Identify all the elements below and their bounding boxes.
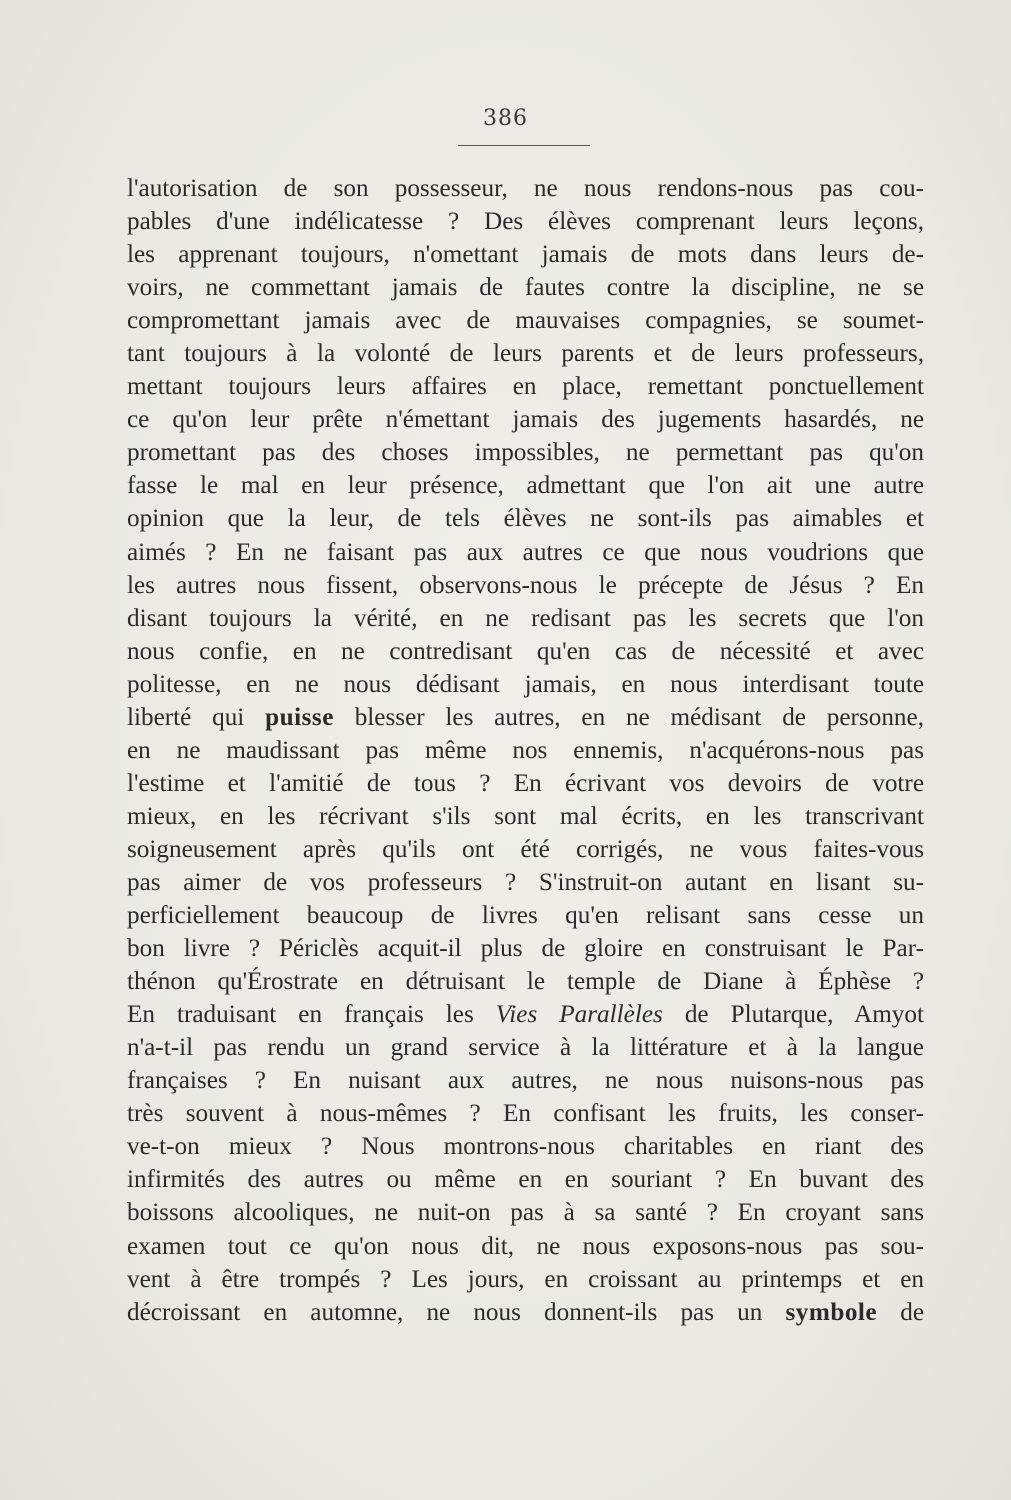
text-line: ve-t-on mieux ? Nous montrons-nous charitables en riant des bbox=[127, 1133, 924, 1161]
text-segment: de Plutarque, Amyot bbox=[662, 1001, 924, 1029]
text-line: mettant toujours leurs affaires en place, remettant ponctuellement bbox=[127, 373, 924, 401]
text-line: pables d'une indélicatesse ? Des élèves comprenant leurs leçons, bbox=[127, 208, 924, 236]
text-line bbox=[127, 998, 924, 1031]
text-line: vent à être trompés ? Les jours, en croissant au printemps et en bbox=[127, 1265, 924, 1293]
text-segment: décroissant en automne, ne nous donnent-ils pas un bbox=[127, 1298, 786, 1326]
text-line: infirmités des autres ou même en en souriant ? En buvant des bbox=[127, 1166, 924, 1194]
bold-word-puisse: puisse bbox=[265, 703, 334, 731]
text-line: boissons alcooliques, ne nuit-on pas à sa santé ? En croyant sans bbox=[127, 1199, 924, 1227]
text-line: compromettant jamais avec de mauvaises compagnies, se soumet- bbox=[127, 307, 924, 335]
text-line: mieux, en les récrivant s'ils sont mal écrits, en les transcrivant bbox=[127, 802, 924, 830]
text-segment: liberté qui bbox=[127, 703, 266, 731]
header-rule bbox=[458, 145, 590, 146]
text-line: n'a-t-il pas rendu un grand service à la littérature et à la langue bbox=[127, 1034, 924, 1062]
text-line: nous confie, en ne contredisant qu'en cas de nécessité et avec bbox=[127, 637, 924, 665]
text-line: ce qu'on leur prête n'émettant jamais des jugements hasardés, ne bbox=[127, 406, 924, 434]
text-line: aimés ? En ne faisant pas aux autres ce que nous voudrions que bbox=[127, 538, 924, 566]
text-line: l'autorisation de son possesseur, ne nous rendons-nous pas cou- bbox=[127, 175, 924, 202]
bold-word-symbole: symbole bbox=[785, 1298, 878, 1326]
text-line: tant toujours à la volonté de leurs parents et de leurs professeurs, bbox=[127, 340, 924, 368]
page-number: 386 bbox=[483, 106, 528, 131]
text-segment: blesser les autres, en ne médisant de personne, bbox=[333, 703, 924, 731]
text-line: disant toujours la vérité, en ne redisant pas les secrets que l'on bbox=[127, 604, 924, 632]
text-line: promettant pas des choses impossibles, ne permettant pas qu'on bbox=[127, 439, 924, 467]
text-line: bon livre ? Périclès acquit-il plus de gloire en construisant le Par- bbox=[127, 935, 924, 963]
text-line: les autres nous fissent, observons-nous le précepte de Jésus ? En bbox=[127, 571, 924, 599]
text-line: l'estime et l'amitié de tous ? En écrivant vos devoirs de votre bbox=[127, 769, 924, 797]
italic-title-vies-paralleles: Vies Parallèles bbox=[495, 1001, 663, 1029]
text-line: en ne maudissant pas même nos ennemis, n'acquérons-nous pas bbox=[127, 736, 924, 764]
text-segment: de bbox=[877, 1298, 924, 1326]
text-line: examen tout ce qu'on nous dit, ne nous exposons-nous pas sou- bbox=[127, 1232, 924, 1260]
text-line: très souvent à nous-mêmes ? En confisant les fruits, les conser- bbox=[127, 1100, 924, 1128]
text-line bbox=[127, 701, 924, 734]
text-line: fasse le mal en leur présence, admettant que l'on ait une autre bbox=[127, 472, 924, 500]
text-segment: En traduisant en français les bbox=[127, 1001, 496, 1029]
text-line: soigneusement après qu'ils ont été corrigés, ne vous faites-vous bbox=[127, 835, 924, 863]
text-line: pas aimer de vos professeurs ? S'instruit-on autant en lisant su- bbox=[127, 868, 924, 896]
text-line: perficiellement beaucoup de livres qu'en relisant sans cesse un bbox=[127, 902, 924, 930]
body-paragraph bbox=[127, 172, 924, 1329]
text-line: françaises ? En nuisant aux autres, ne nous nuisons-nous pas bbox=[127, 1067, 924, 1095]
text-line: les apprenant toujours, n'omettant jamais de mots dans leurs de- bbox=[127, 241, 924, 269]
text-line: voirs, ne commettant jamais de fautes contre la discipline, ne se bbox=[127, 274, 924, 302]
text-line bbox=[127, 1296, 924, 1329]
text-line: politesse, en ne nous dédisant jamais, en nous interdisant toute bbox=[127, 670, 924, 698]
text-line: opinion que la leur, de tels élèves ne sont-ils pas aimables et bbox=[127, 505, 924, 533]
text-line: thénon qu'Érostrate en détruisant le temple de Diane à Éphèse ? bbox=[127, 968, 924, 996]
